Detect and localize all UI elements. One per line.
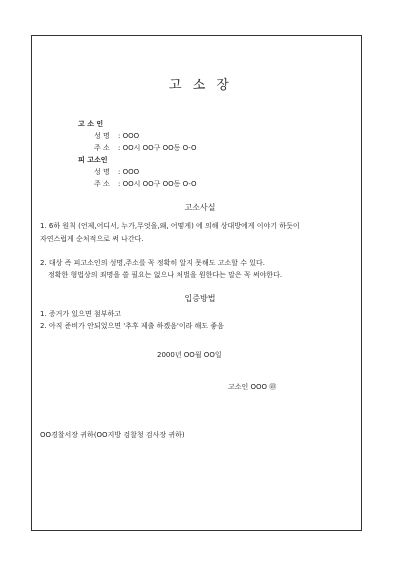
complainant-address-label: 주 소 (94, 144, 110, 152)
signature-line: 고소인 OOO ㊞ (228, 383, 277, 391)
complainant-address-value: : OO시 OO구 OO동 O-O (118, 144, 197, 152)
facts-item-1-line-1: 1. 6하 원칙 (언제,어디서, 누가,무엇을,왜, 어떻게) 에 의해 상대방에게 이야기 하듯이 (40, 222, 300, 230)
defendant-address-value: : OO시 OO구 OO동 O-O (118, 180, 197, 188)
complainant-name-label: 성 명 (94, 132, 110, 140)
complainant-name-value: : OOO (118, 132, 140, 140)
document-title: 고 소 장 (169, 78, 231, 93)
facts-item-1-line-2: 자연스럽게 순처적으로 써 나간다. (40, 235, 144, 243)
defendant-name-label: 성 명 (94, 168, 110, 176)
defendant-name-value: : OOO (118, 168, 140, 176)
addressee-line: OO경찰서장 귀하(OO지방 검찰청 검사장 귀하) (40, 431, 185, 439)
complainant-label: 고 소 인 (78, 120, 104, 128)
proof-item-1: 1. 증거가 있으면 첨부하고 (40, 310, 121, 318)
defendant-address-label: 주 소 (94, 180, 110, 188)
proof-heading: 입증방법 (184, 294, 216, 303)
document-date: 2000년 OO월 OO일 (157, 351, 222, 359)
facts-item-2-line-1: 2. 대상 즉 피고소인의 성명,주소를 꼭 정확히 알지 못해도 고소할 수 있다. (40, 259, 265, 267)
facts-heading: 고소사실 (184, 203, 216, 212)
document-page (31, 35, 362, 531)
defendant-label: 피 고소인 (78, 156, 108, 164)
proof-item-2: 2. 아직 준비가 안되었으면 '추후 제출 하겠음'이라 해도 좋음 (40, 322, 224, 330)
facts-item-2-line-2: 정확한 형법상의 죄명을 쓸 필요는 없으나 처벌을 원한다는 말은 꼭 써야한다. (48, 271, 283, 279)
